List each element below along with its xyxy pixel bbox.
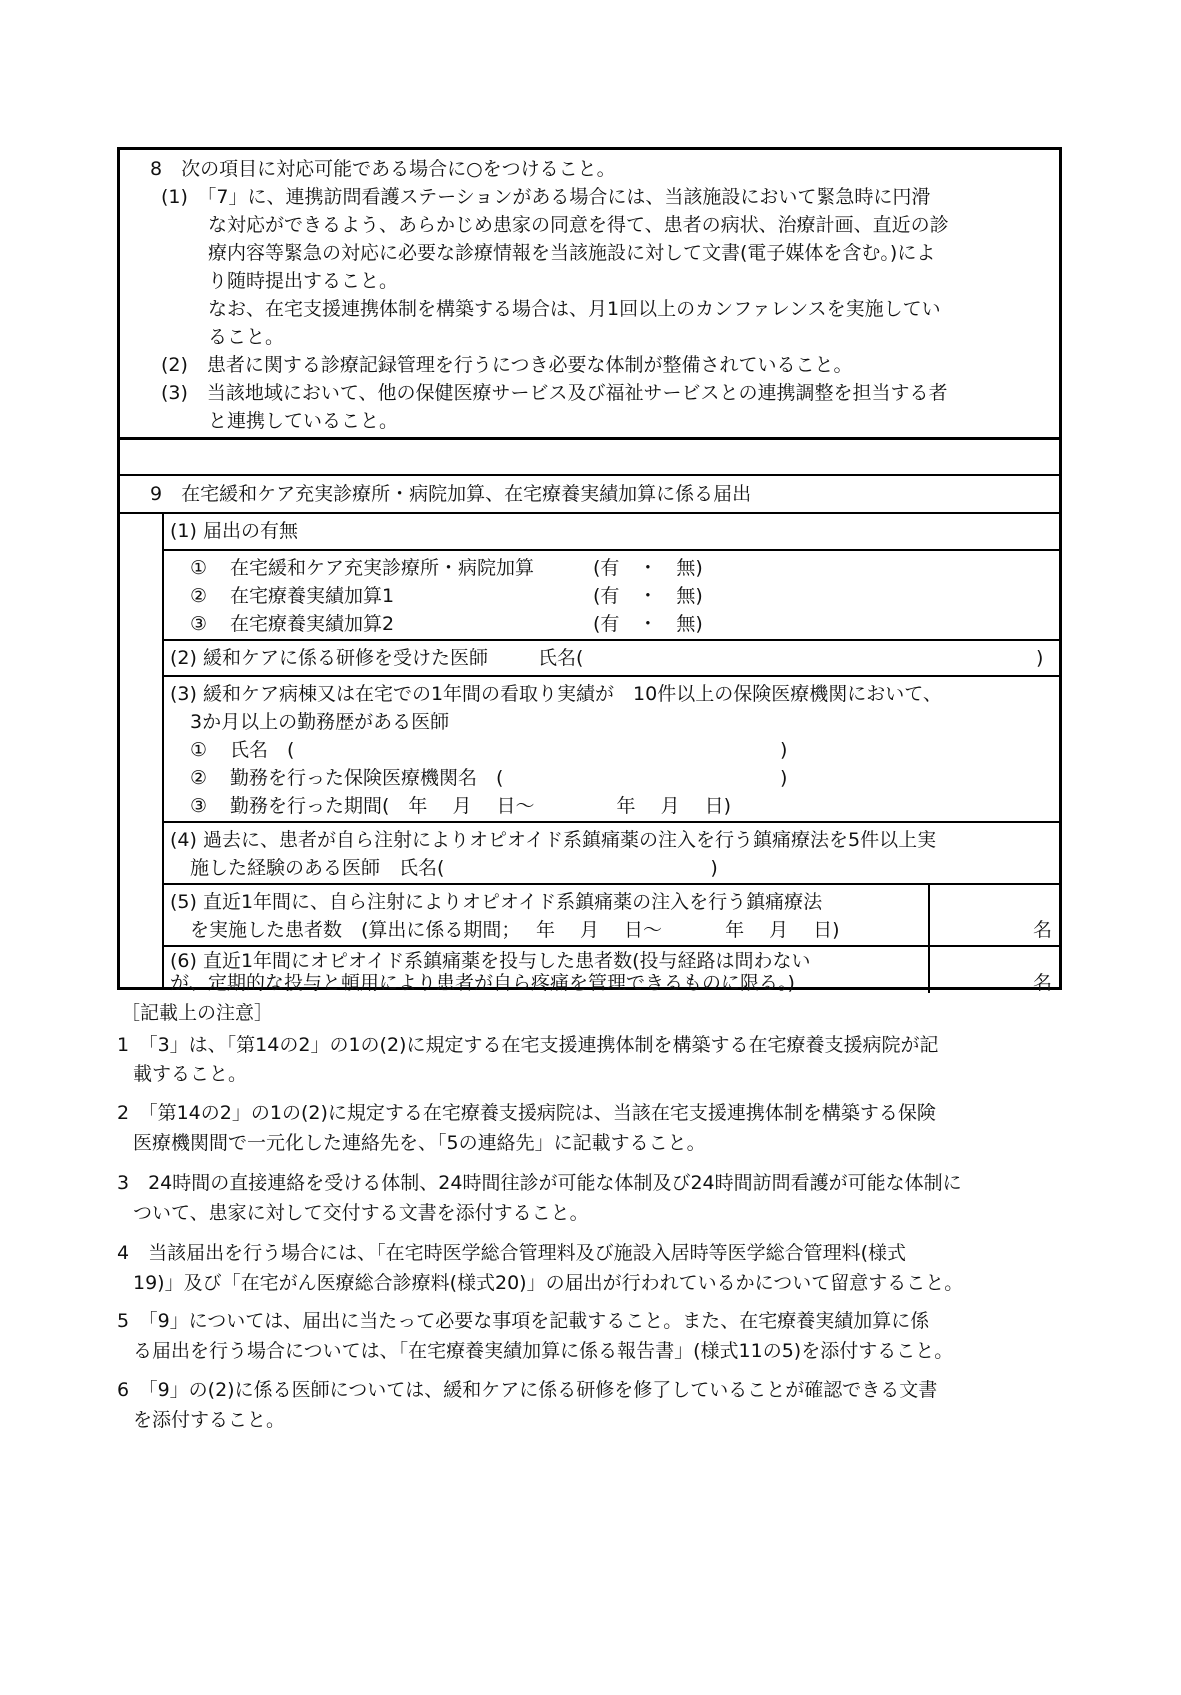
q3-row3-num: ③ [190,795,208,817]
note-2-line1: 2 「第14の2」の1の(2)に規定する在宅療養支援病院は、当該在宅支援連携体制を構築する保険 [117,1102,936,1124]
divider [162,883,1059,885]
note-4-line1: 4 当該届出を行う場合には、「在宅時医学総合管理料及び施設入居時等医学総合管理料(様式 [117,1242,907,1264]
note-5-line1: 5 「9」については、届出に当たって必要な事項を記載すること。また、在宅療養実績加算に係 [117,1310,930,1332]
q6-unit: 名 [1033,972,1053,994]
count-column-border [928,883,930,993]
section8-item3-line1: (3) 当該地域において、他の保健医療サービス及び福祉サービスとの連携調整を担当する者 [161,382,948,404]
q5-line2: を実施した患者数 (算出に係る期間； 年 月 日～ 年 月 日) [190,919,840,941]
q5-line1: (5) 直近1年間に、自ら注射によりオピオイド系鎮痛薬の注入を行う鎮痛療法 [170,891,823,913]
section8-item1-line6: ること。 [208,326,285,348]
notes-title: ［記載上の注意］ [121,1002,274,1024]
section8-item1-line4: り随時提出すること。 [208,270,399,292]
q6-line1: (6) 直近1年間にオピオイド系鎮痛薬を投与した患者数(投与経路は問わない [170,950,811,972]
q3-doctor-name-field[interactable] [320,739,720,761]
q1-row2-choice[interactable]: (有 ・ 無) [593,585,703,607]
q1-row1-choice[interactable]: (有 ・ 無) [593,557,703,579]
divider [162,675,1059,677]
q1-row1-num: ① [190,557,208,579]
q3-row1-label: 氏名 ( [230,739,295,761]
note-3-line1: 3 24時間の直接連絡を受ける体制、24時間往診が可能な体制及び24時間訪問看護が可能な体制に [117,1172,962,1194]
q6-count-field[interactable] [932,949,1032,989]
note-4-line2: 19)」及び「在宅がん医療総合診療料(様式20)」の届出が行われているかについて留意すること。 [133,1272,964,1294]
q3-period-field[interactable]: 勤務を行った期間( 年 月 日～ 年 月 日) [230,795,732,817]
q2-name-label: 氏名( [538,647,584,669]
note-6-line1: 6 「9」の(2)に係る医師については、緩和ケアに係る研修を修了していることが確認できる文書 [117,1379,938,1401]
note-2-line2: 医療機関間で一元化した連絡先を、「5の連絡先」に記載すること。 [133,1132,706,1154]
q1-row3-choice[interactable]: (有 ・ 無) [593,613,703,635]
q6-line2: が、定期的な投与と頓用により患者が自ら疼痛を管理できるものに限る。) [170,972,795,994]
q3-row2-close: ) [780,767,788,789]
divider [120,474,1059,476]
q2-close: ) [1036,647,1044,669]
note-1-line1: 1 「3」は、「第14の2」の1の(2)に規定する在宅支援連携体制を構築する在宅療養支援病院が記 [117,1034,939,1056]
q3-line1: (3) 緩和ケア病棟又は在宅での1年間の看取り実績が 10件以上の保険医療機関において、 [170,683,942,705]
q1-row1-name: 在宅緩和ケア充実診療所・病院加算 [230,557,535,579]
section9-heading: 9 在宅緩和ケア充実診療所・病院加算、在宅療養実績加算に係る届出 [150,483,752,505]
note-5-line2: る届出を行う場合については、「在宅療養実績加算に係る報告書」(様式11の5)を添付すること。 [133,1340,954,1362]
divider-thick [120,437,1059,440]
q1-label: (1) 届出の有無 [170,520,298,542]
note-1-line2: 載すること。 [133,1063,248,1085]
q1-row3-num: ③ [190,613,208,635]
q1-row3-name: 在宅療養実績加算2 [230,613,395,635]
section8-item2: (2) 患者に関する診療記録管理を行うにつき必要な体制が整備されていること。 [161,354,853,376]
section8-item3-line2: と連携していること。 [208,410,399,432]
q3-row1-close: ) [780,739,788,761]
divider [162,549,1059,551]
divider [162,639,1059,641]
q3-line2: 3か月以上の勤務歴がある医師 [190,711,450,733]
section8-heading: 8 次の項目に対応可能である場合に○をつけること。 [150,158,616,180]
q3-row2-num: ② [190,767,208,789]
q4-line1: (4) 過去に、患者が自ら注射によりオピオイド系鎮痛薬の注入を行う鎮痛療法を5件以上実 [170,829,937,851]
q3-row2-label: 勤務を行った保険医療機関名 ( [230,767,504,789]
q3-row1-num: ① [190,739,208,761]
section8-item1-line1: (1) 「7」に、連携訪問看護ステーションがある場合には、当該施設において緊急時に円滑 [161,186,931,208]
q4-line2-name-field[interactable]: 施した経験のある医師 氏名( ) [190,857,718,879]
q1-row2-name: 在宅療養実績加算1 [230,585,395,607]
note-6-line2: を添付すること。 [133,1409,286,1431]
q2-name-field[interactable] [595,647,965,669]
q2-label: (2) 緩和ケアに係る研修を受けた医師 [170,647,488,669]
section8-item1-line2: な対応ができるよう、あらかじめ患家の同意を得て、患者の病状、治療計画、直近の診 [208,214,949,236]
indent-border [162,512,164,990]
q1-row2-num: ② [190,585,208,607]
note-3-line2: ついて、患家に対して交付する文書を添付すること。 [133,1202,589,1224]
section8-item1-line5: なお、在宅支援連携体制を構築する場合は、月1回以上のカンファレンスを実施してい [208,298,941,320]
divider [162,821,1059,823]
section8-item1-line3: 療内容等緊急の対応に必要な診療情報を当該施設に対して文書(電子媒体を含む。)によ [208,242,936,264]
q5-unit: 名 [1033,919,1053,941]
divider [162,945,1059,947]
notification-form-table [117,147,1062,994]
divider [120,512,1059,514]
q3-institution-field[interactable] [530,767,770,789]
q5-count-field[interactable] [932,887,1032,939]
